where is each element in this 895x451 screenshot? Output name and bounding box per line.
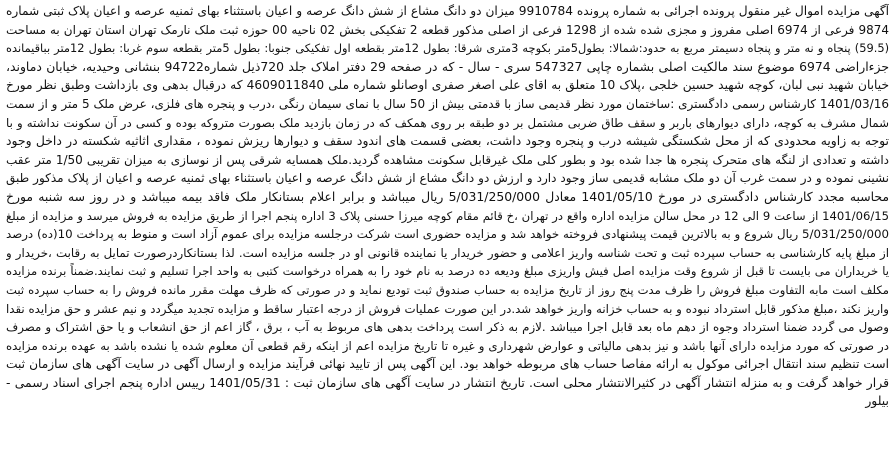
notice-line-4: جزءاراضی 6974 موضوع سند مالکیت اصلی بشماره چاپی 547327 سری - سال - که در صفحه 29 دفتر املاک جلد 720ذیل شماره94722 بنشانی وحیدیه، خیابان دماوند، xyxy=(6,58,889,74)
notice-line-8: توجه به زاویه محدودی که از محل شکستگی شیشه درب و پنجره وجود داشت، بعضی قسمت های اندود سقف و دیوارها ریزش نموده ، مقداری اثاثیه شکسته در داخل وجود xyxy=(6,133,889,149)
notice-line-11: محاسبه مجدد کارشناس دادگستری در مورخ 1401/05/10 معادل 5/031/250/000 ریال میباشد و برابر اعلام بستانکار ملک فاقد بیمه میباشد و در روز سه شنبه مورخ xyxy=(6,188,889,204)
notice-line-2: 9874 فرعی از 6974 اصلی مفروز و مجزی شده شده از 1298 فرعی از اصلی مذکور قطعه 2 تفکیکی بخش 02 ناحیه 00 حوزه ثبت ملک نارمک تهران استان تهران به مساحت xyxy=(6,22,889,37)
notice-line-15: یا خریداران می بایست تا قبل از شروع وقت مزایده اصل فیش واریزی مبلغ ودیعه ده درصد به نام خود را به همراه درخواست کتبی به واحد اجرا تسلیم و ثبت نمایند.ضمناً برنده مزایده xyxy=(6,264,889,279)
notice-line-7: شمال مشرف به کوچه، دارای دیوارهای باربر و سقف طاق ضربی مشتمل بر دو طبقه بر روی همکف که در زمان بازدید ملک بصورت متروکه بوده و کسی در آن سکونت نداشته و با xyxy=(6,115,889,130)
notice-line-1: آگهی مزایده اموال غیر منقول پرونده اجرائی به شماره پرونده 9910784 میزان دو دانگ مشاع از شش دانگ عرصه و اعیان باستثناء بهای ثمنیه عرصه و اعیان پلاک ثبتی شماره xyxy=(6,4,889,18)
notice-line-10: نشینی نموده و در سمت غرب آن دو ملک مشابه قدیمی ساز وجود دارد و ارزش دو دانگ مشاع از شش دانگ عرصه و اعیان باستثناء بهای ثمنیه عرصه و اعیان از پلاک مذکور طبق xyxy=(6,171,889,186)
notice-line-12: 1401/06/15 از ساعت 9 الی 12 در محل سالن مزایده اداره واقع در تهران ،خ قائم مقام کوچه میرزا حسنی پلاک 3 اداره پنجم اجرا از طریق مزایده به فروش میرسد و مزایده از مبلغ xyxy=(6,208,889,223)
notice-line-18: وصول می گردد ضمنا استرداد وجوه از دهم ماه بعد قابل اجرا میباشد .لازم به ذکر است پرداخت بدهی های مربوط به آب ، برق ، گاز اعم از حق انشعاب و یا حق اشتراک و مصرف xyxy=(6,320,889,335)
notice-line-16: مکلف است مابه التفاوت مبلغ فروش را ظرف مدت پنج روز از تاریخ مزایده به حساب صندوق ثبت تودیع نماید و در صورتی که ظرف مهلت مقرر مانده فروش را به حساب سپرده ثبت xyxy=(6,282,889,297)
notice-line-13: 5/031/250/000 ریال شروع و به بالاترین قیمت پیشنهادی فروخته خواهد شد و مزایده حضوری است شرکت درجلسه مزایده برای عموم آزاد است و منوط به پرداخت 10(ده) درصد xyxy=(6,227,889,242)
notice-line-22: بیلور xyxy=(865,393,889,409)
notice-line-20: است تنظیم سند انتقال اجرائی موکول به ارائه مفاصا حساب های مربوطه خواهد بود. این آگهی پس از تایید نهائی فرآیند مزایده و ارسال آگهی در سایت آگهی های سازمان ثبت xyxy=(6,357,889,372)
notice-line-5: خیابان شهید نبی لبان، کوچه شهید حسین خلجی ،پلاک 10 متعلق به اقای علی اصغر صفری اوصانلو شماره ملی 4609011840 که درقبال بدهی وی بازداشت وطبق نظر مورخ xyxy=(6,78,889,93)
notice-line-14: از مبلغ پایه کارشناسی به حساب سپرده ثبت و تحت شناسه واریز اعلامی و حضور خریدار یا نماینده قانونی او در جلسه مزایده است. لذا بستانکاردرصورت تمایل به رقابت ،خریدار و xyxy=(6,245,889,260)
notice-line-9: داشته و تعدادی از لنگه های متحرک پنجره ها جدا شده بود و بطور کلی ملک غیرقابل سکونت مشاهده گردید.ملک همسایه شرقی پس از نوسازی به میزان تقریبی 1/50 متر عقب xyxy=(6,152,889,167)
notice-line-17: واریز نکند ،مبلغ مذکور قابل استرداد نبوده و به حساب خزانه واریز خواهد شد.در این صورت عملیات فروش از درجه اعتبار ساقط و مزایده تجدید میگردد و نیم عشر و حق مزایده نقدا xyxy=(6,301,889,316)
notice-line-3: (59.5) پنجاه و نه متر و پنجاه دسیمتر مربع به حدود:شمالا: بطول5متر بکوچه 3متری شرقا: بطول 12متر بقطعه اول تفکیکی جنوبا: بطول 5متر بقطعه سوم غربا: بطول 12متر بباقیمانده xyxy=(6,41,889,56)
notice-line-19: در صورتی که مورد مزایده دارای آنها باشد و نیز بدهی مالیاتی و عوارض شهرداری و غیره تا تاریخ مزایده اعم از اینکه رقم قطعی آن معلوم شده یا نشده باشد به عهده برنده مزایده xyxy=(6,338,889,353)
notice-line-6: 1401/03/16 کارشناس رسمی دادگستری :ساختمان مورد نظر قدیمی ساز با قدمتی بیش از 50 سال با نمای سیمان رنگی ،درب و پنجره های فلزی، عرض ملک 5 متر و از سمت xyxy=(6,96,889,111)
notice-line-21: قرار خواهد گرفت و به منزله انتشار آگهی در کثیرالانتشار محلی است. تاریخ انتشار در سایت آگهی های سازمان ثبت : 1401/05/31 رییس اداره پنجم اجرای اسناد رسمی - xyxy=(6,374,889,390)
